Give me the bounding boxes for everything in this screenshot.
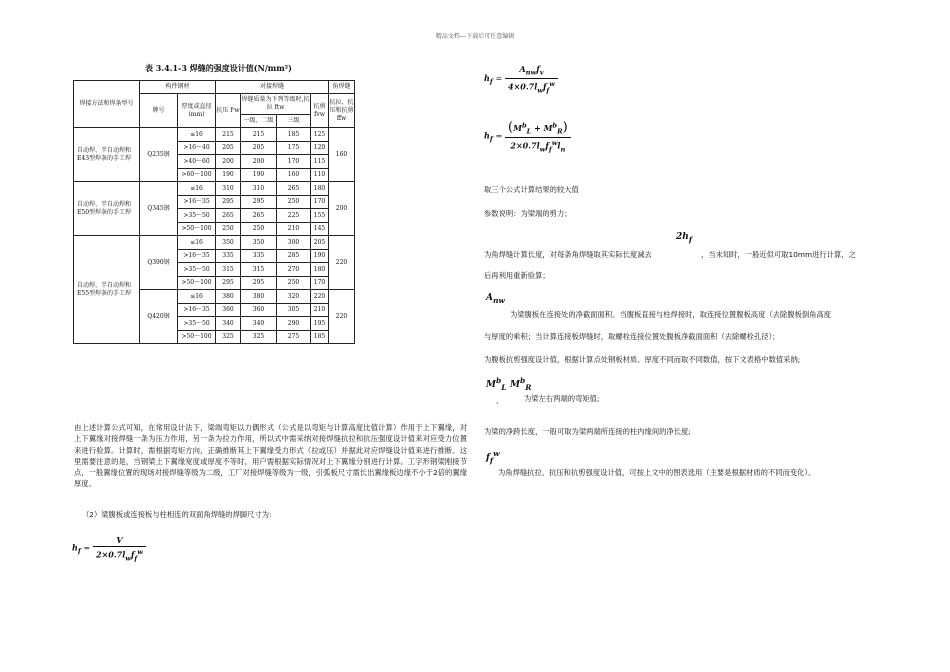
fv-desc: 为腹板抗剪强度设计值，根据计算点处钢板材质、厚度不同而取不同数值，按下文表格中数值采纳; [484,355,801,364]
fillet-strength-cell: 200 [329,182,355,236]
f3-den-e: w [137,548,144,556]
compression-cell: 325 [216,330,241,344]
tension-1-2-cell: 360 [241,303,277,317]
tension-3-cell: 175 [277,141,311,155]
symbol-ml-sub: L [501,382,507,392]
anw-desc-line1: 为梁腹板在连接处的净截面面积。当腹板直接与柱焊接时，取连接位置腹板高度（去除腹板倒角高度 [510,310,832,319]
shear-cell: 125 [311,128,329,142]
tension-3-cell: 305 [277,303,311,317]
compression-cell: 250 [216,222,241,236]
formula-hf-shear [72,535,146,562]
shear-cell: 185 [311,330,329,344]
weld-method-cell: 自动焊、半自动焊和E55型焊条的手工焊 [74,236,140,344]
compression-cell: 265 [216,209,241,223]
f1-num-b: nw [525,68,537,77]
symbol-mr-sup: b [519,376,526,385]
tension-3-cell: 160 [277,168,311,182]
f2-num-b-sup: b [552,121,558,130]
thickness-cell: >50～100 [178,276,216,290]
formula-hf-area [484,64,558,94]
f3-den-a: 2×0.7l [96,549,126,560]
f3-numerator: V [93,535,146,547]
fillet-strength-cell: 220 [329,236,355,290]
header-member-steel: 构件钢材 [140,81,216,94]
compression-cell: 190 [216,168,241,182]
shear-cell: 155 [311,209,329,223]
fillet-strength-cell: 220 [329,290,355,344]
thickness-cell: >50～100 [178,222,216,236]
shear-cell: 120 [311,141,329,155]
symbol-ffw-main: f [486,453,490,463]
f2-den-a: 2×0.7l [510,140,540,151]
f3-eq: = [83,543,91,553]
symbol-mr-sub: R [525,382,532,392]
f2-lhs: h [484,130,490,141]
weld-strength-table [73,80,355,344]
header-weld-method: 焊接方法和焊条型号 [74,81,140,128]
symbol-2hf [676,232,692,244]
tension-3-cell: 300 [277,236,311,250]
f3-denominator [93,547,146,562]
compression-cell: 380 [216,290,241,304]
compression-cell: 350 [216,236,241,250]
f1-den-b: w [537,85,543,94]
fillet-strength-cell: 160 [329,128,355,182]
f2-paren-open: ( [508,120,514,135]
moment-desc: 为梁左右两端的弯矩值; [524,394,600,403]
f1-den-a: 4×0.7l [508,81,538,92]
tension-3-cell: 285 [277,249,311,263]
shear-cell: 180 [311,263,329,277]
thickness-cell: >16～35 [178,195,216,209]
compression-cell: 310 [216,182,241,196]
tension-3-cell: 320 [277,290,311,304]
f1-den-e: w [549,79,556,88]
f1-denominator [505,79,558,94]
symbol-ffw-sup: w [493,449,500,458]
f3-lhs-sub: f [77,547,81,556]
shear-cell: 195 [311,317,329,331]
f1-num-d: v [539,68,544,77]
thickness-cell: >35～50 [178,317,216,331]
steel-grade-cell: Q345钢 [140,182,178,236]
f1-den-c: f [542,81,547,92]
f1-den-d: f [546,85,550,94]
f2-den-g: n [560,144,566,153]
f1-eq: = [495,73,503,83]
thickness-cell: ≤16 [178,182,216,196]
thickness-cell: ≤16 [178,128,216,142]
symbol-2hf-main: 2h [676,232,689,242]
f2-numerator [505,120,571,138]
tension-3-cell: 265 [277,182,311,196]
header-grade: 牌号 [140,94,178,128]
f2-lhs-sub: f [489,135,493,144]
compression-cell: 315 [216,263,241,277]
f1-lhs: h [484,72,490,83]
f3-den-c: f [130,549,135,560]
ln-desc: 为梁的净跨长度，一般可取为梁两端所连接的柱内缘间的净长度; [484,427,691,436]
f2-den-e: w [551,138,558,147]
formula-hf-moment [484,120,571,153]
header-thickness: 厚度或直径(mm) [178,94,216,128]
tension-1-2-cell: 335 [241,249,277,263]
page-header: 精品文档---下载后可任意编辑 [435,33,515,40]
tension-1-2-cell: 310 [241,182,277,196]
tension-1-2-cell: 295 [241,195,277,209]
f1-lhs-sub: f [489,77,493,86]
steel-grade-cell: Q390钢 [140,236,178,290]
header-shear: 抗剪 fvw [311,94,329,128]
item-2-heading: （2）梁腹板或连接板与柱相连的双面角焊缝的焊脚尺寸为: [82,510,272,519]
compression-cell: 340 [216,317,241,331]
steel-grade-cell: Q420钢 [140,290,178,344]
tension-1-2-cell: 215 [241,128,277,142]
lw-desc-line2: 后再利用重新验算； [484,271,550,280]
table-row [74,236,355,250]
symbol-ffw [486,449,500,465]
symbol-anw-sub: nw [492,295,505,305]
symbol-mr [510,376,531,392]
shear-cell: 145 [311,222,329,236]
f3-den-b: w [125,554,131,563]
moment-separator: 、 [496,396,504,405]
shear-cell: 190 [311,249,329,263]
tension-3-cell: 270 [277,263,311,277]
thickness-cell: >50～100 [178,330,216,344]
f2-denominator [505,138,571,153]
table-caption: 表 3.4.1-3 焊缝的强度设计值(N/mm²) [145,63,292,73]
tension-1-2-cell: 295 [241,276,277,290]
tension-1-2-cell: 205 [241,141,277,155]
f2-num-b-sub: R [557,127,563,136]
tension-3-cell: 250 [277,276,311,290]
shear-cell: 220 [311,290,329,304]
thickness-cell: >16～35 [178,249,216,263]
tension-3-cell: 250 [277,195,311,209]
f2-num-a: M [513,123,522,133]
shear-cell: 170 [311,276,329,290]
symbol-anw [486,293,505,305]
explanation-paragraph: 由上述计算公式可知，在常用设计法下，梁端弯矩以力偶形式（公式是以弯矩与计算高度比值计算）作用于上下翼缘，对上下翼缘对接焊缝一条为压力作用，另一条为拉力作用，所以式中需采纳对接焊缝抗拉和抗压强度设计值来对应受力位置来进行验算。计算时，需根据弯矩方向，正确推断其上下翼缘受力形式（拉或压）并据此对应焊缝设计值来进行推断。这里需要注意的是，当钢梁上下翼缘宽度或厚度不等时，用户需根据实际情况对上下翼缘分别进行计算。工字形钢梁刚接节点，一般翼缘位置的现场对接焊缝等级为二级，工厂对接焊缝等级为一级，引弧板尺寸需长出翼缘板边缘不小于2倍的翼缘厚度。 [74,423,467,489]
tension-1-2-cell: 315 [241,263,277,277]
tension-1-2-cell: 190 [241,168,277,182]
tension-1-2-cell: 380 [241,290,277,304]
f2-num-a-sup: b [521,121,527,130]
compression-cell: 335 [216,249,241,263]
f2-fraction [505,120,571,153]
f3-lhs: h [72,542,78,553]
tension-1-2-cell: 340 [241,317,277,331]
weld-method-cell: 自动焊、半自动焊和E43型焊条的手工焊 [74,128,140,182]
thickness-cell: >60～100 [178,168,216,182]
lw-desc-line1b: ，当未知时，一般近似可取10mm进行计算，之 [701,250,856,259]
f1-num-c: f [536,64,540,74]
thickness-cell: ≤16 [178,236,216,250]
f3-den-d: f [134,554,138,563]
header-grade-3: 三级 [277,115,311,128]
header-fillet-strength: 抗拉、抗压和抗剪 ffw [329,94,355,128]
compression-cell: 295 [216,195,241,209]
symbol-mr-main: M [510,380,520,390]
tension-3-cell: 170 [277,155,311,169]
header-fillet-weld: 角焊缝 [329,81,355,94]
tension-3-cell: 275 [277,330,311,344]
shear-cell: 210 [311,303,329,317]
f1-num-a: A [519,64,526,74]
thickness-cell: >35～50 [178,263,216,277]
f2-den-f: l [557,140,561,151]
f3-fraction [93,535,146,562]
tension-1-2-cell: 350 [241,236,277,250]
f2-den-b: w [539,144,546,153]
symbol-anw-main: A [486,293,493,303]
symbol-ffw-sub: f [489,455,494,465]
compression-cell: 215 [216,128,241,142]
f2-den-c: f [545,140,549,151]
tension-1-2-cell: 325 [241,330,277,344]
header-tension: 焊缝质量为下列等级时,抗拉 ftw [241,94,311,115]
header-compression: 抗压 fᶜw [216,94,241,128]
tension-3-cell: 225 [277,209,311,223]
take-max-note: 取三个公式计算结果的较大值 [484,185,579,194]
param-description: 参数说明：为梁端的剪力； [484,209,572,218]
symbol-ml-sup: b [495,376,502,385]
ffw-desc: 为角焊缝抗拉、抗压和抗剪强度设计值，可按上文中的图表选用（主要是根据材质的不同而变化）。 [498,468,816,477]
compression-cell: 295 [216,276,241,290]
shear-cell: 170 [311,195,329,209]
tension-3-cell: 185 [277,128,311,142]
f1-numerator [505,64,558,79]
tension-1-2-cell: 265 [241,209,277,223]
thickness-cell: ≤16 [178,290,216,304]
compression-cell: 360 [216,303,241,317]
shear-cell: 180 [311,182,329,196]
symbol-ml-main: M [486,380,496,390]
anw-desc-line2: 与厚度的乘积；当计算连接板焊缝时，取螺栓连接位置处腹板净截面面积（去除螺栓孔径）； [484,332,780,341]
tension-1-2-cell: 200 [241,155,277,169]
f2-paren-close: ) [562,120,568,135]
thickness-cell: >35～50 [178,209,216,223]
header-butt-weld: 对接焊缝 [216,81,329,94]
table-row [74,128,355,142]
weld-method-cell: 自动焊、半自动焊和E50型焊条的手工焊 [74,182,140,236]
steel-grade-cell: Q235钢 [140,128,178,182]
f2-plus: + [531,123,544,133]
thickness-cell: >16～35 [178,303,216,317]
compression-cell: 205 [216,141,241,155]
f1-fraction [505,64,558,94]
tension-3-cell: 210 [277,222,311,236]
f2-den-d: f [548,144,552,153]
thickness-cell: >40～60 [178,155,216,169]
table-row [74,182,355,196]
shear-cell: 110 [311,168,329,182]
symbol-ml [486,376,507,392]
tension-3-cell: 290 [277,317,311,331]
f2-eq: = [495,131,503,141]
header-grade-1-2: 一级、二级 [241,115,277,128]
shear-cell: 115 [311,155,329,169]
symbol-2hf-sub: f [688,234,693,244]
f2-num-b: M [543,123,553,133]
thickness-cell: >16～40 [178,141,216,155]
compression-cell: 200 [216,155,241,169]
tension-1-2-cell: 250 [241,222,277,236]
shear-cell: 205 [311,236,329,250]
lw-desc-line1: 为角焊缝计算长度，对每条角焊缝取其实际长度减去 [484,250,652,259]
f2-num-a-sub: L [526,127,532,136]
